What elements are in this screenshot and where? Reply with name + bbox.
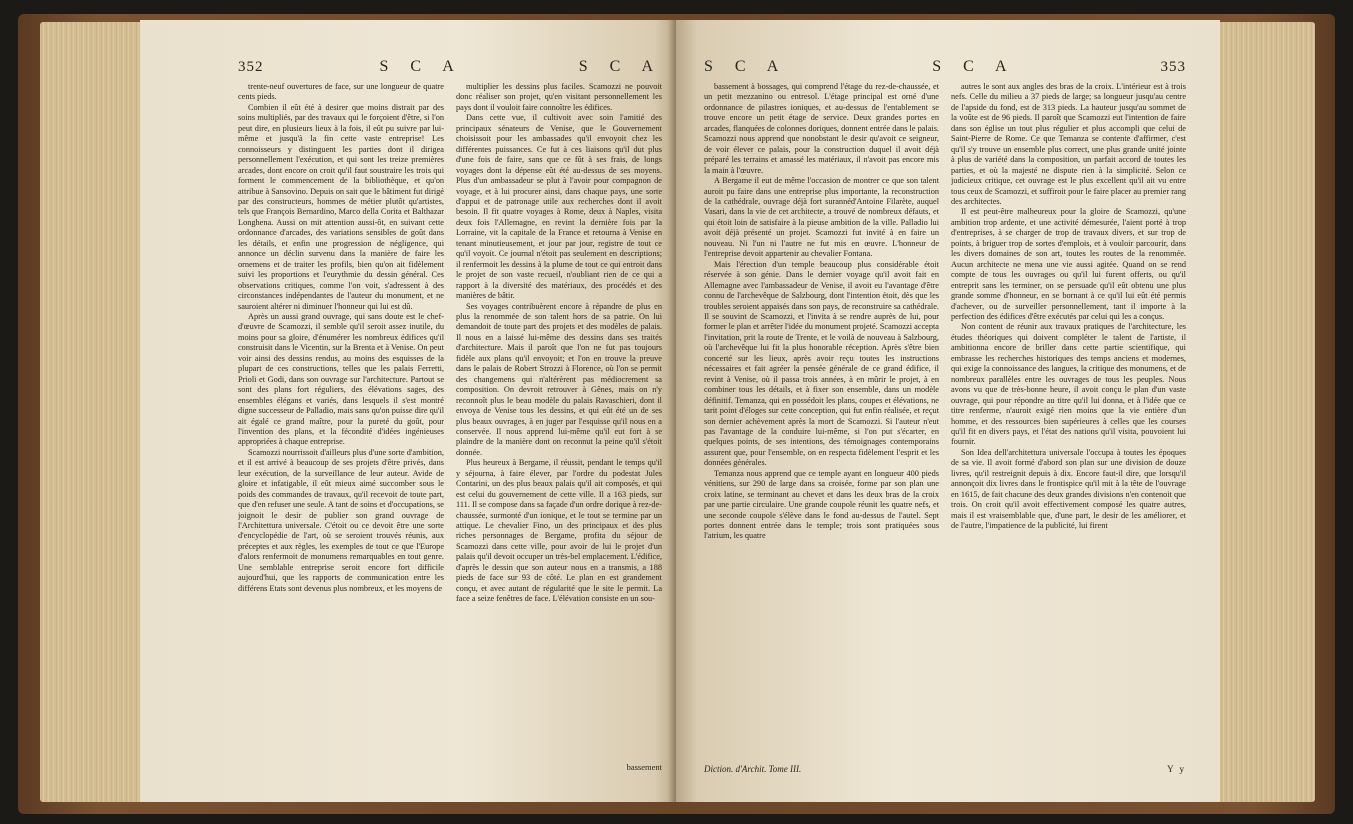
- left-page-column-1: [238, 82, 444, 762]
- running-title-repeat: S C A: [578, 58, 662, 75]
- volume-footer: Diction. d'Archit. Tome III.: [704, 764, 802, 774]
- signature-mark: Y y: [1167, 764, 1186, 774]
- right-page: [676, 20, 1220, 802]
- running-title-repeat: S C A: [932, 58, 1016, 75]
- paragraph: trente-neuf ouvertures de face, sur une longueur de quatre cents pieds.: [238, 82, 444, 102]
- paragraph: Dans cette vue, il cultivoit avec soin l'amitié des principaux sénateurs de Venise, que le Gouvernement choisissoit pour les ambassades qu'il envoyoit chez les différentes puissances. Ce fut à ces liaisons qu'il dut plus d'une fois de faire, sans que ce fût à ses frais, de longs voyages dont la dépense eût été au-dessus de ses moyens. Plus d'un ambassadeur se plut à l'avoir pour compagnon de voyage, et à lui procurer ainsi, dans chaque pays, une sorte d'appui et de patronage utile aux recherches dont il avoit besoin. Il fit quatre voyages à Rome, deux à Naples, visita deux fois l'Allemagne, en revint la dernière fois par la Lorraine, vit la capitale de la France et retourna à Venise en tenant minutieusement, et jour par jour, registre de tout ce qu'il voyoit. Ce journal n'étoit pas seulement en descriptions; il renfermoit les dessins à la plume de tout ce qui entroit dans le projet de son vaste recueil, n'oubliant rien de ce qui a rapport à la diversité des matériaux, des procédés et des manières de bâtir.: [456, 113, 662, 301]
- running-title: S C A: [704, 58, 788, 75]
- paragraph: Temanza nous apprend que ce temple ayant en longueur 400 pieds vénitiens, sur 290 de large dans sa croisée, forme par son plan une croix latine, se terminant au chevet et dans les deux bras de la croix par une partie circulaire. Une grande coupole réunit les quatre nefs, et une seconde coupole s'élève dans le fond au-dessus de l'autel. Sept portes donnent entrée dans le temple; trois sont pratiquées sous l'atrium, les quatre: [704, 468, 939, 541]
- left-page-column-2: [456, 82, 662, 762]
- page-edges-right: [1220, 22, 1315, 802]
- paragraph: autres le sont aux angles des bras de la croix. L'intérieur est à trois nefs. Celle du milieu a 37 pieds de large; sa longueur jusqu'au centre de l'apside du fond, est de 313 pieds. La hauteur jusqu'au sommet de la voûte est de 96 pieds. Il paroît que Scamozzi eut l'intention de faire dans son église un tout plus régulier et plus accompli que celui de Saint-Pierre de Rome. Ce que Temanza se contente d'affirmer, c'est qu'il s'y trouve un ensemble plus correct, une plus grande unité jointe à plus de variété dans la composition, un parfait accord de toutes les parties, et où la majesté ne dispute rien à la simplicité. Selon ce judicieux critique, cet ouvrage est le plus excellent qu'il ait vu entre tous ceux de Scamozzi, et suffiroit pour le faire placer au premier rang des architectes.: [951, 82, 1186, 206]
- paragraph: Combien il eût été à desirer que moins distrait par des soins multipliés, par des travaux qui le forçoient d'être, si l'on peut dire, en plusieurs lieux à la fois, il eût pu suivre par lui-même et jusqu'à la fin cette vaste entreprise! Les connoisseurs y distinguent les parties dont il dirigea personnellement l'exécution, et qui sont les treize premières arcades, dont encore on croit qu'il faut soustraire les trois qui forment le commencement de la bibliothèque, et qu'on attribue à Sansovino. Depuis on sait que le bâtiment fut dirigé par des constructeurs, hommes de métier plutôt qu'artistes, tels que François Bernardino, Marco della Corita et Balthazar Longhena. Aussi on mit attention aussi-ôt, en suivant cette ordonnance d'arcades, des variations sensibles de goût dans les détails, et enfin une progression de négligence, qui annonce un déclin survenu dans la manière de faire les ornemens et de traiter les profils, bien qu'on ait fidèlement suivi les proportions et l'eurythmie du dessin général. Ces observations critiques, comme l'on voit, s'adressent à des circonstances indépendantes de l'auteur du monument, et ne sauroient altérer ni diminuer l'honneur qui lui est dû.: [238, 102, 444, 311]
- page-number: 352: [238, 59, 264, 75]
- left-page: [140, 20, 676, 802]
- paragraph: bassement à bossages, qui comprend l'étage du rez-de-chaussée, et un petit mezzanino ou entresol. L'étage principal est orné d'une ordonnance de pilastres ioniques, et au-dessus de l'entablement se trouve encore un petit étage de service. Deux grandes portes en arcades, flanquées de colonnes doriques, donnent entrée dans le palais. Scamozzi nous apprend que nonobstant le desir qu'avoit ce seigneur, de voir élever ce palais, pour la construction duquel il avoit déjà préparé les terrains et amassé les matériaux, il n'avoit pas encore mis la main à l'œuvre.: [704, 82, 939, 175]
- paragraph: Scamozzi nourrissoit d'ailleurs plus d'une sorte d'ambition, et il est arrivé à beaucoup de ses projets d'être privés, dans leur exécution, de la surveillance de leur auteur. Avide de gloire et infatigable, il eût mieux aimé succomber sous le poids des commandes de travaux, qu'il recevoit de toute part, que d'en refuser une seule. A tant de soins et d'occupations, se joignoit le desir de publier son grand ouvrage de l'Architettura universale. C'étoit ou ce devoit être une sorte d'encyclopédie de l'art, où se seroient trouvés réunis, aux préceptes et aux règles, les exemples de tout ce que l'Europe d'alors renfermoit de monumens remarquables en tout genre. Une semblable entreprise seroit encore fort difficile aujourd'hui, que les rapports de communication entre les différens Etats sont devenus plus nombreux, et les moyens de: [238, 447, 444, 593]
- left-page-header: [238, 58, 662, 76]
- page-number: 353: [1160, 59, 1186, 75]
- page-edges-left: [40, 22, 140, 802]
- paragraph: Ses voyages contribuèrent encore à répandre de plus en plus la renommée de son talent hors de sa patrie. On lui demandoit de toute part des projets et des modèles de palais. Il nous en a laissé lui-même des dessins dans ses traités d'architecture. Mais il paroît que l'on ne fut pas toujours fidèle aux plans qu'il envoyoit; et l'on en trouve la preuve dans le palais de Robert Strozzi à Florence, où l'on se permit des changemens qui n'altérèrent pas médiocrement sa composition. On devroit retrouver à Gênes, mais on n'y reconnoît plus le beau modèle du palais Ravaschieri, dont il envoya de Venise tous les dessins, et qui eût été un de ses plus beaux ouvrages, à en juger par l'esquisse qu'il nous en a conservée. Il nous apprend lui-même qu'il eut fort à se plaindre de la manière dont on reconnut la peine qu'il s'étoit donnée.: [456, 301, 662, 457]
- paragraph: Après un aussi grand ouvrage, qui sans doute est le chef-d'œuvre de Scamozzi, il semble qu'il seroit assez inutile, du moins pour sa gloire, d'énumérer les nombreux édifices qu'il construisit dans le Vicentin, sur la Brenta et à Venise. On peut voir ainsi des dessins rendus, au moins des esquisses de la plupart de ces constructions, telles que les palais Ferretti, Prioli et Godi, dans son ouvrage sur l'architecture. Partout se sont des plans fort réguliers, des élévations sages, des ensembles élégans et variés, dans lesquels il s'est montré digne successeur de Palladio, mais sans qu'on puisse dire qu'il ait égalé ce grand maître, pour la pureté du goût, pour l'invention des plans, et la fécondité d'idées ingénieuses appropriées à chaque entreprise.: [238, 311, 444, 447]
- paragraph: Il est peut-être malheureux pour la gloire de Scamozzi, qu'une ambition trop ardente, et une activité démesurée, l'aient porté à trop d'entreprises, à se charger de trop de travaux divers, et sur trop de points, à briguer trop de sortes d'emplois, et à vouloir parcourir, dans les divers domaines de son art, toutes les routes de la renommée. Aucun architecte ne mena une vie aussi agitée. Quand on se rend compte de tous les ouvrages ou qu'il lui furent offerts, ou qu'il entreprit sans les terminer, on se persuade qu'il eût obtenu une plus grande somme d'honneur, en se bornant à ce qu'il lui eût été permis d'achever, ou de surveiller personnellement, tant il importe à la perfection des édifices d'être exécutés par celui qui les a conçus.: [951, 207, 1186, 321]
- right-page-column-2: [951, 82, 1186, 762]
- catchword: bassement: [626, 762, 662, 772]
- paragraph: Mais l'érection d'un temple beaucoup plus considérable étoit réservée à son génie. Dans le dernier voyage qu'il avoit fait en Allemagne avec l'ambassadeur de Venise, il avoit eu l'avantage d'être connu de l'archevêque de Salzbourg, dont l'intention étoit, dès que les troubles seroient appaisés dans son pays, de reconstruire sa cathédrale. Il se souvint de Scamozzi, et l'invita à se rendre auprès de lui, pour former le plan et arrêter l'idée du monument projeté. Scamozzi accepta l'invitation, prit la route de Trente, et le voilà de nouveau à Salzbourg, où l'archevêque lui fit la plus honorable réception. Après s'être bien concerté sur les lieux, après avoir reçu toutes les instructions nécessaires et fait agréer la pensée générale de ce grand édifice, il revint à Venise, où il passa trois années, à en mûrir le projet, à en combiner tous les détails, et à fixer son ensemble, dans un modèle définitif. Temanza, qui en possédoit les plans, coupes et élévations, ne tarit point d'éloges sur cette conception, qui fut enfin réalisée, et reçut son dernier achèvement après la mort de Scamozzi. Si l'auteur n'eut pas l'avantage de la conduire lui-même, si l'on put s'écarter, en quelques points, de ses intentions, des témoignages contemporains assurent que, pour l'ensemble, on en respecta fidèlement l'esprit et les données générales.: [704, 259, 939, 468]
- paragraph: Non content de réunir aux travaux pratiques de l'architecture, les études théoriques qui doivent compléter le talent de l'artiste, il ambitionna encore de briller dans cette partie scientifique, qui embrasse les recherches historiques des temps anciens et modernes, qui exige la connoissance des langues, la critique des monumens, et de nombreux parallèles entre les ouvrages de tous les peuples. Nous avons vu que de très-bonne heure, il avoit conçu le plan d'un vaste ouvrage, qui pour répondre au titre qu'il lui donna, et à l'idée que ce titre renferme, n'auroit exigé rien moins que la vie entière d'un homme, et des ressources bien supérieures à celles que les courses qu'il fit en divers pays, et l'état des nations qu'il visita, pouvoient lui fournir.: [951, 322, 1186, 447]
- paragraph: A Bergame il eut de même l'occasion de montrer ce que son talent auroit pu faire dans une entreprise plus importante, la reconstruction de la cathédrale, ouvrage déjà fort surannéd'Antoine Filarète, auquel Vasari, dans la vie de cet architecte, a trouvé de nombreux défauts, et qui étoit loin de satisfaire à la pieuse ambition de la ville. Palladio lui avoit déjà présenté un projet. Scamozzi fut invité à en faire un nouveau. Ni l'un ni l'autre ne fut mis en œuvre. L'honneur de l'entreprise devoit appartenir au chevalier Fontana.: [704, 176, 939, 259]
- paragraph: Plus heureux à Bergame, il réussit, pendant le temps qu'il y séjourna, à faire élever, par l'ordre du podestat Jules Contarini, un des plus beaux palais qu'il ait composés, et qui est celui du gouvernement de cette ville. Il a 163 pieds, sur 111. Il se compose dans sa façade d'un ordre dorique à rez-de-chaussée, surmonté d'un ionique, et le tout se termine par un attique. Le chevalier Fino, un des principaux et des plus riches personnages de Bergame, profita du séjour de Scamozzi dans cette ville, pour avoir de lui le projet d'un palais qu'il devoit occuper un très-bel emplacement. L'édifice, d'après le dessin que son auteur nous en a transmis, a 188 pieds de face sur 93 de côté. Le plan en est grandement conçu, et avec autant de régularité que le site le permit. La face a seize fenêtres de face. L'élévation consiste en un sou-: [456, 458, 662, 604]
- right-page-column-1: [704, 82, 939, 762]
- right-page-footer: [704, 764, 1186, 774]
- paragraph: multiplier les dessins plus faciles. Scamozzi ne pouvoit donc réaliser son projet, qu'en visitant personnellement les pays dont il vouloit faire connoître les édifices.: [456, 82, 662, 112]
- running-title: S C A: [379, 58, 463, 75]
- right-page-header: [704, 58, 1186, 76]
- paragraph: Son Idea dell'architettura universale l'occupa à toutes les époques de sa vie. Il avoit formé d'abord son plan sur une division de douze livres, qu'il restreignit depuis à dix. Encore faut-il dire, que lorsqu'il annonçoit dix livres dans le frontispice qu'il mit à la tête de l'ouvrage en 1615, de fait chacune des deux grandes divisions n'en contenoit que trois. On croit qu'il avoit effectivement composé les quatre autres, mais il est vraisemblable que, d'une part, le desir de les améliorer, et de l'autre, l'impatience de la publicité, lui firent: [951, 447, 1186, 531]
